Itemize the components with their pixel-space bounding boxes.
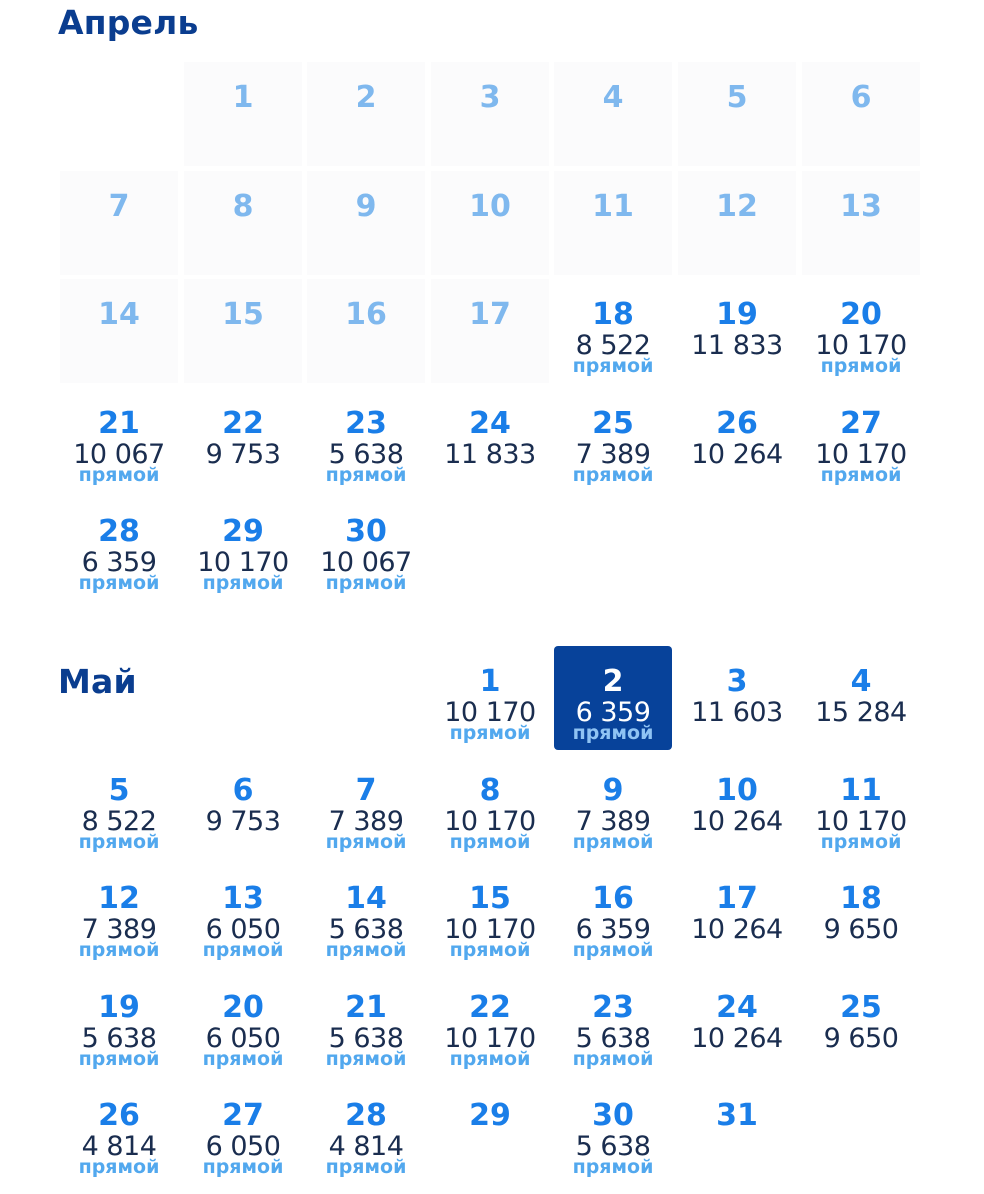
direct-flight-tag: прямой — [449, 1047, 531, 1070]
direct-flight-tag: прямой — [572, 463, 654, 486]
day-price: 10 067 — [73, 438, 165, 470]
day-number: 15 — [469, 881, 511, 916]
day-number: 14 — [98, 297, 140, 332]
day-price: 10 170 — [815, 438, 907, 470]
day-number: 6 — [232, 772, 254, 808]
may-day-cell[interactable] — [678, 863, 796, 967]
day-price: 10 170 — [815, 330, 907, 361]
april-day-cell[interactable] — [60, 496, 178, 600]
may-day-cell[interactable] — [307, 863, 425, 967]
day-number: 22 — [222, 405, 264, 441]
april-day-cell[interactable] — [60, 388, 178, 492]
april-day-cell — [60, 279, 178, 383]
day-number: 25 — [840, 989, 882, 1025]
direct-flight-tag: прямой — [325, 1156, 407, 1178]
day-number: 13 — [222, 881, 264, 916]
day-number: 28 — [345, 1098, 387, 1133]
day-price: 11 833 — [444, 438, 536, 470]
direct-flight-tag: прямой — [78, 572, 160, 594]
day-number: 19 — [716, 297, 758, 332]
day-number: 2 — [602, 664, 624, 699]
day-price: 6 050 — [205, 1131, 281, 1162]
april-day-cell — [60, 171, 178, 275]
direct-flight-tag: прямой — [78, 939, 160, 961]
may-day-cell[interactable] — [60, 972, 178, 1076]
april-day-cell[interactable] — [554, 388, 672, 492]
day-number: 24 — [469, 405, 511, 441]
direct-flight-tag: прямой — [325, 939, 407, 961]
direct-flight-tag: прямой — [449, 722, 531, 744]
day-number: 16 — [592, 881, 634, 916]
may-day-cell[interactable] — [678, 1080, 796, 1184]
day-number: 20 — [222, 989, 264, 1025]
day-number: 10 — [469, 188, 511, 224]
april-day-cell[interactable] — [678, 279, 796, 383]
day-number: 31 — [716, 1098, 758, 1133]
day-price: 6 359 — [575, 697, 651, 728]
day-price: 10 264 — [691, 914, 783, 945]
day-price: 10 170 — [444, 697, 536, 728]
day-number: 17 — [469, 297, 511, 332]
day-number: 3 — [726, 664, 748, 699]
may-day-cell[interactable] — [431, 863, 549, 967]
day-price: 7 389 — [575, 438, 651, 470]
may-day-cell[interactable] — [184, 863, 302, 967]
day-number: 21 — [98, 405, 140, 441]
day-number: 21 — [345, 989, 387, 1025]
may-day-cell[interactable] — [60, 1080, 178, 1184]
day-price: 10 170 — [444, 805, 536, 837]
day-number: 15 — [222, 297, 264, 332]
april-day-cell[interactable] — [554, 279, 672, 383]
day-price: 8 522 — [575, 330, 651, 361]
day-number: 26 — [98, 1098, 140, 1133]
day-number: 6 — [850, 80, 872, 115]
direct-flight-tag: прямой — [202, 939, 284, 961]
day-price: 10 264 — [691, 1022, 783, 1054]
may-day-cell[interactable] — [554, 1080, 672, 1184]
april-day-cell — [802, 62, 920, 166]
direct-flight-tag: прямой — [78, 1156, 160, 1178]
day-number: 17 — [716, 881, 758, 916]
day-number: 29 — [469, 1098, 511, 1133]
direct-flight-tag: прямой — [572, 355, 654, 377]
april-day-cell — [184, 62, 302, 166]
april-day-cell — [184, 171, 302, 275]
direct-flight-tag: прямой — [820, 463, 902, 486]
day-price: 10 264 — [691, 805, 783, 837]
april-day-cell — [307, 62, 425, 166]
day-price: 15 284 — [815, 697, 907, 728]
day-price: 5 638 — [328, 438, 404, 470]
may-day-cell[interactable] — [60, 863, 178, 967]
may-day-cell[interactable] — [307, 972, 425, 1076]
day-number: 9 — [602, 772, 624, 808]
april-day-cell — [678, 62, 796, 166]
day-number: 23 — [592, 989, 634, 1025]
day-number: 4 — [850, 664, 872, 699]
direct-flight-tag: прямой — [325, 463, 407, 486]
day-number: 27 — [840, 405, 882, 441]
day-price: 5 638 — [575, 1131, 651, 1162]
april-day-cell[interactable] — [802, 279, 920, 383]
day-price: 9 650 — [823, 1022, 899, 1054]
april-day-cell — [802, 171, 920, 275]
direct-flight-tag: прямой — [449, 830, 531, 853]
day-number: 22 — [469, 989, 511, 1025]
may-day-cell[interactable] — [802, 972, 920, 1076]
day-number: 7 — [108, 188, 130, 224]
day-number: 25 — [592, 405, 634, 441]
may-day-cell[interactable] — [60, 755, 178, 859]
direct-flight-tag: прямой — [325, 1047, 407, 1070]
direct-flight-tag: прямой — [202, 572, 284, 594]
april-day-cell[interactable] — [184, 496, 302, 600]
direct-flight-tag: прямой — [572, 1047, 654, 1070]
may-day-cell[interactable] — [307, 1080, 425, 1184]
day-price: 7 389 — [328, 805, 404, 837]
april-day-cell — [307, 279, 425, 383]
day-price: 10 264 — [691, 438, 783, 470]
day-number: 5 — [726, 80, 748, 115]
day-number: 10 — [716, 772, 758, 808]
may-day-cell[interactable] — [678, 972, 796, 1076]
april-day-cell — [307, 171, 425, 275]
month-title-april: Апрель — [58, 3, 199, 42]
april-day-cell — [678, 171, 796, 275]
direct-flight-tag: прямой — [78, 463, 160, 486]
day-price: 6 359 — [81, 547, 157, 578]
day-number: 1 — [479, 664, 501, 699]
direct-flight-tag: прямой — [325, 830, 407, 853]
direct-flight-tag: прямой — [820, 830, 902, 853]
day-price: 8 522 — [81, 805, 157, 837]
day-price: 5 638 — [575, 1022, 651, 1054]
day-price: 5 638 — [81, 1022, 157, 1054]
day-number: 11 — [592, 188, 634, 224]
day-number: 26 — [716, 405, 758, 441]
direct-flight-tag: прямой — [325, 572, 407, 594]
may-day-cell-selected[interactable] — [554, 646, 672, 750]
may-day-cell[interactable] — [554, 755, 672, 859]
april-day-cell[interactable] — [802, 388, 920, 492]
day-number: 12 — [716, 188, 758, 224]
direct-flight-tag: прямой — [202, 1156, 284, 1178]
may-day-cell[interactable] — [431, 972, 549, 1076]
day-number: 23 — [345, 405, 387, 441]
day-price: 6 050 — [205, 914, 281, 945]
day-number: 29 — [222, 514, 264, 549]
april-day-cell — [554, 62, 672, 166]
day-price: 11 603 — [691, 697, 783, 728]
day-number: 24 — [716, 989, 758, 1025]
day-number: 8 — [232, 188, 254, 224]
direct-flight-tag: прямой — [78, 830, 160, 853]
day-price: 6 050 — [205, 1022, 281, 1054]
day-price: 7 389 — [575, 805, 651, 837]
day-price: 7 389 — [81, 914, 157, 945]
day-number: 28 — [98, 514, 140, 549]
day-number: 27 — [222, 1098, 264, 1133]
direct-flight-tag: прямой — [572, 939, 654, 961]
may-day-cell[interactable] — [184, 972, 302, 1076]
april-day-cell — [554, 171, 672, 275]
may-day-cell[interactable] — [554, 972, 672, 1076]
day-number: 5 — [108, 772, 130, 808]
day-price: 5 638 — [328, 914, 404, 945]
april-day-cell[interactable] — [431, 388, 549, 492]
direct-flight-tag: прямой — [78, 1047, 160, 1070]
may-day-cell[interactable] — [802, 646, 920, 750]
day-number: 7 — [355, 772, 377, 808]
day-number: 30 — [345, 514, 387, 549]
may-day-cell[interactable] — [431, 1080, 549, 1184]
direct-flight-tag: прямой — [449, 939, 531, 961]
april-day-cell[interactable] — [307, 496, 425, 600]
may-day-cell[interactable] — [307, 755, 425, 859]
day-price: 9 650 — [823, 914, 899, 945]
day-number: 1 — [232, 80, 254, 115]
day-price: 10 170 — [444, 914, 536, 945]
day-number: 3 — [479, 80, 501, 115]
day-number: 8 — [479, 772, 501, 808]
april-day-cell[interactable] — [184, 388, 302, 492]
day-number: 12 — [98, 881, 140, 916]
day-number: 19 — [98, 989, 140, 1025]
day-price: 9 753 — [205, 438, 281, 470]
may-day-cell[interactable] — [678, 646, 796, 750]
day-number: 20 — [840, 297, 882, 332]
may-day-cell[interactable] — [678, 755, 796, 859]
day-price: 10 170 — [444, 1022, 536, 1054]
day-price: 10 170 — [197, 547, 289, 578]
direct-flight-tag: прямой — [820, 355, 902, 377]
may-day-cell[interactable] — [431, 646, 549, 750]
day-number: 30 — [592, 1098, 634, 1133]
may-day-cell[interactable] — [184, 1080, 302, 1184]
april-day-cell — [431, 279, 549, 383]
may-day-cell[interactable] — [802, 863, 920, 967]
month-title-may: Май — [58, 662, 137, 701]
april-day-cell — [184, 279, 302, 383]
april-day-cell — [431, 171, 549, 275]
day-price: 10 067 — [320, 547, 412, 578]
day-price: 10 170 — [815, 805, 907, 837]
day-number: 4 — [602, 80, 624, 115]
day-number: 18 — [840, 881, 882, 916]
day-price: 4 814 — [81, 1131, 157, 1162]
april-day-cell — [431, 62, 549, 166]
may-day-cell[interactable] — [184, 755, 302, 859]
day-number: 16 — [345, 297, 387, 332]
direct-flight-tag: прямой — [572, 722, 654, 744]
day-number: 9 — [355, 188, 377, 224]
direct-flight-tag: прямой — [202, 1047, 284, 1070]
day-number: 2 — [355, 80, 377, 115]
day-number: 11 — [840, 772, 882, 808]
day-number: 13 — [840, 188, 882, 224]
day-price: 4 814 — [328, 1131, 404, 1162]
april-day-cell[interactable] — [678, 388, 796, 492]
day-price: 5 638 — [328, 1022, 404, 1054]
direct-flight-tag: прямой — [572, 830, 654, 853]
april-day-cell[interactable] — [307, 388, 425, 492]
day-price: 11 833 — [691, 330, 783, 361]
day-number: 14 — [345, 881, 387, 916]
direct-flight-tag: прямой — [572, 1156, 654, 1178]
may-day-cell[interactable] — [554, 863, 672, 967]
day-number: 18 — [592, 297, 634, 332]
day-price: 6 359 — [575, 914, 651, 945]
day-price: 9 753 — [205, 805, 281, 837]
may-day-cell[interactable] — [802, 755, 920, 859]
may-day-cell[interactable] — [431, 755, 549, 859]
